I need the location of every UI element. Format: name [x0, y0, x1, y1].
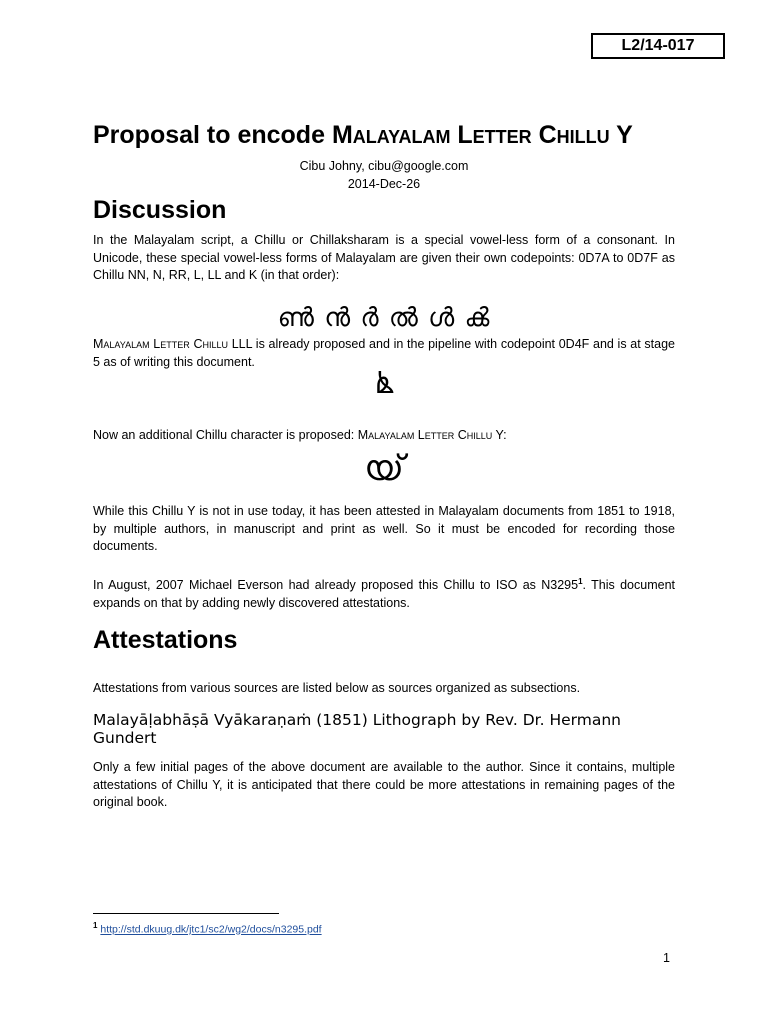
subsection-title: Malayāḷabhāṣā Vyākaraṇaṁ (1851) Lithograph by Rev. Dr. Hermann Gundert	[93, 711, 621, 747]
footnote-reference: 1	[578, 577, 583, 586]
lll-text: LLL is already proposed and in the pipeline with codepoint 0D4F and is at stage 5 as of writing this document.	[93, 337, 675, 369]
everson-paragraph	[93, 573, 675, 612]
subsection-paragraph: Only a few initial pages of the above document are available to the author. Since it contains, multiple attestations of Chillu Y, it is anticipated that there could be more attestations in remaining pages of the original book.	[93, 760, 675, 809]
proposal-suffix: Y:	[492, 428, 507, 442]
chillu-glyphs: ൺ ൻ ർ ൽ ൾ ൿ	[277, 303, 491, 333]
author-line: Cibu Johny, cibu@google.com	[299, 159, 469, 173]
chillu-lll-glyph: ൔ	[374, 366, 394, 401]
usage-paragraph: While this Chillu Y is not in use today, it has been attested in Malayalam documents from 1851 to 1918, by multiple authors, in manuscript and print as well. So it must be encoded for recording those documents.	[93, 504, 675, 553]
footnote-separator	[93, 913, 279, 914]
page-number: 1	[663, 951, 670, 965]
title-suffix: Y	[609, 121, 633, 149]
footnote-link[interactable]: http://std.dkuug.dk/jtc1/sc2/wg2/docs/n3295.pdf	[100, 923, 322, 936]
title-small-caps: Malayalam Letter Chillu	[331, 121, 610, 149]
footnote	[93, 921, 322, 936]
date-line: 2014-Dec-26	[347, 177, 421, 191]
chillu-y-glyph: യ്	[363, 448, 405, 489]
footnote-marker: 1	[93, 921, 98, 930]
document-id: L2/14-017	[621, 37, 695, 54]
proposal-paragraph	[93, 427, 675, 445]
proposal-text: Now an additional Chillu character is proposed:	[93, 428, 358, 442]
page-title	[93, 121, 633, 150]
everson-text-2: . This document expands on that by adding newly discovered attestations.	[93, 578, 676, 610]
proposal-small-caps: Malayalam Letter Chillu	[357, 428, 493, 442]
title-prefix: Proposal to encode	[93, 121, 332, 149]
document-id-box	[591, 33, 725, 59]
lll-small-caps: Malayalam Letter Chillu	[93, 337, 228, 351]
attestations-heading: Attestations	[93, 626, 238, 654]
discussion-intro: In the Malayalam script, a Chillu or Chillaksharam is a special vowel-less form of a consonant. In Unicode, these special vowel-less forms of Malayalam are given their own codepoints: 0D7A to 0D7F as Chillu NN, N, RR, L, LL and K (in that order):	[93, 233, 675, 282]
discussion-heading: Discussion	[93, 196, 227, 224]
attestations-intro: Attestations from various sources are listed below as sources organized as subsections.	[93, 681, 581, 695]
everson-text-1: In August, 2007 Michael Everson had already proposed this Chillu to ISO as N3295	[93, 578, 579, 593]
